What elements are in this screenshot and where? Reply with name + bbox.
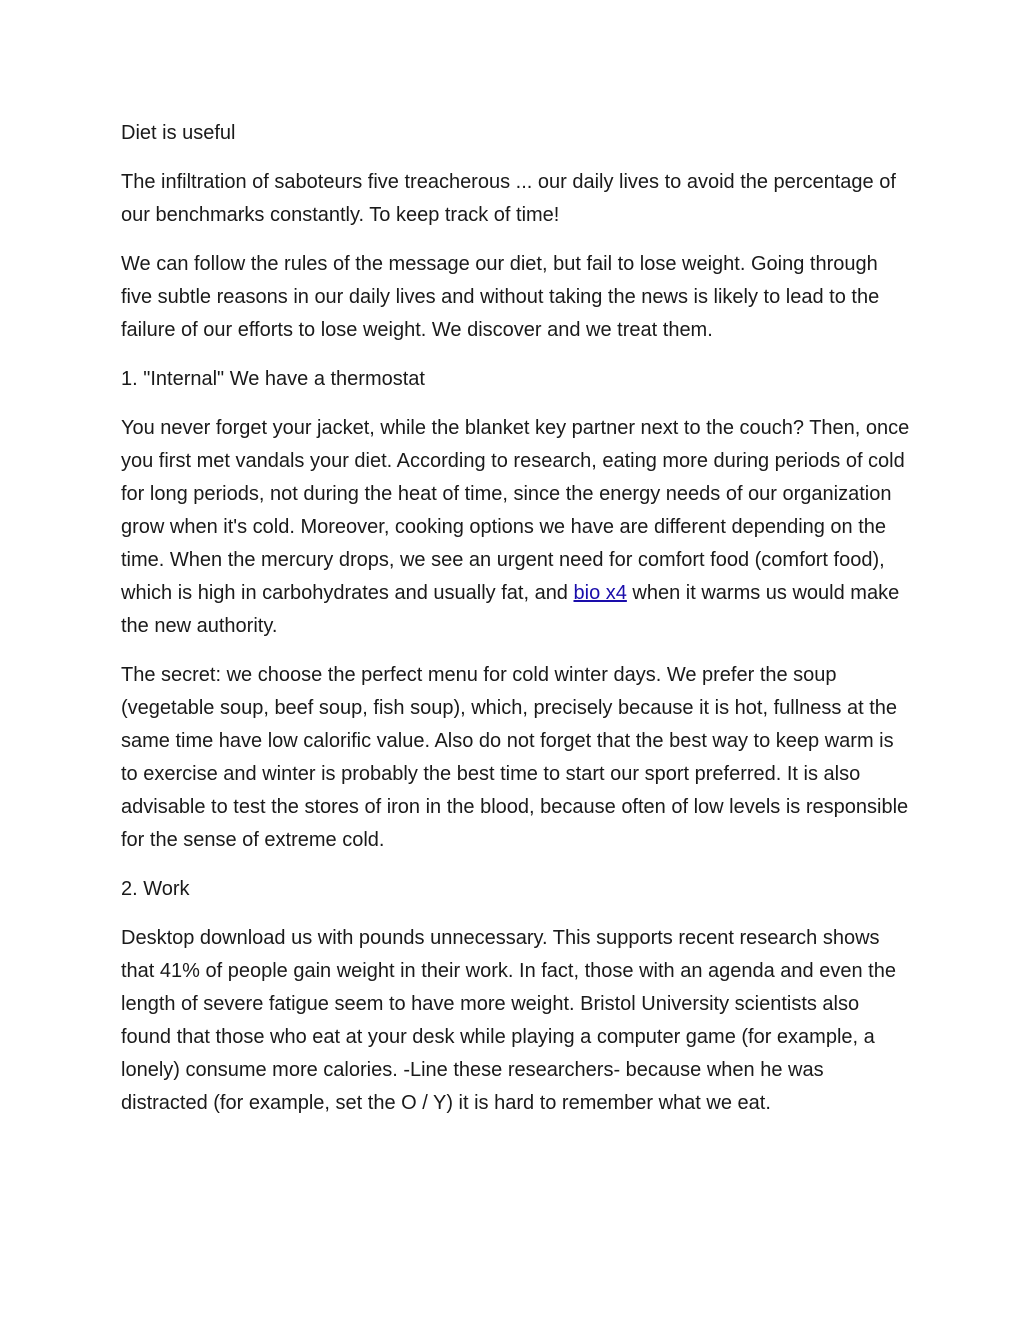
heading-thermostat: 1. "Internal" We have a thermostat (121, 368, 425, 390)
document-body (121, 117, 913, 1136)
paragraph-intro: The infiltration of saboteurs five treacherous ... our daily lives to avoid the percentage of our benchmarks constantly. To keep track of time! (121, 171, 896, 226)
paragraph-secret: The secret: we choose the perfect menu for cold winter days. We prefer the soup (vegetable soup, beef soup, fish soup), which, precisely because it is hot, fullness at the same time have low calorific value. Also do not forget that the best way to keep warm is to exercise and winter is probably the best time to start our sport preferred. It is also advisable to test the stores of iron in the blood, because often of low levels is responsible for the sense of extreme cold. (121, 664, 909, 851)
paragraph-thermostat-text-before: You never forget your jacket, while the blanket key partner next to the couch? Then, once you first met vandals your diet. According to research, eating more during periods of cold for long periods, not during the heat of time, since the energy needs of our organization grow when it's cold. Moreover, cooking options we have are different depending on the time. When the mercury drops, we see an urgent need for comfort food (comfort food), which is high in carbohydrates and usually fat, and (121, 417, 910, 604)
paragraph-thermostat (121, 412, 913, 643)
bio-x4-link[interactable]: bio x4 (573, 582, 627, 604)
paragraph-work: Desktop download us with pounds unnecessary. This supports recent research shows that 41% of people gain weight in their work. In fact, those with an agenda and even the length of severe fatigue seem to have more weight. Bristol University scientists also found that those who eat at your desk while playing a computer game (for example, a lonely) consume more calories. -Line these researchers- because when he was distracted (for example, set the O / Y) it is hard to remember what we eat. (121, 927, 896, 1114)
paragraph-thermostat-text-after: when it warms us would make the new authority. (121, 582, 900, 637)
paragraph-rules: We can follow the rules of the message our diet, but fail to lose weight. Going through five subtle reasons in our daily lives and without taking the news is likely to lead to the failure of our efforts to lose weight. We discover and we treat them. (121, 253, 880, 341)
heading-work: 2. Work (121, 878, 190, 900)
document-title: Diet is useful (121, 122, 236, 144)
